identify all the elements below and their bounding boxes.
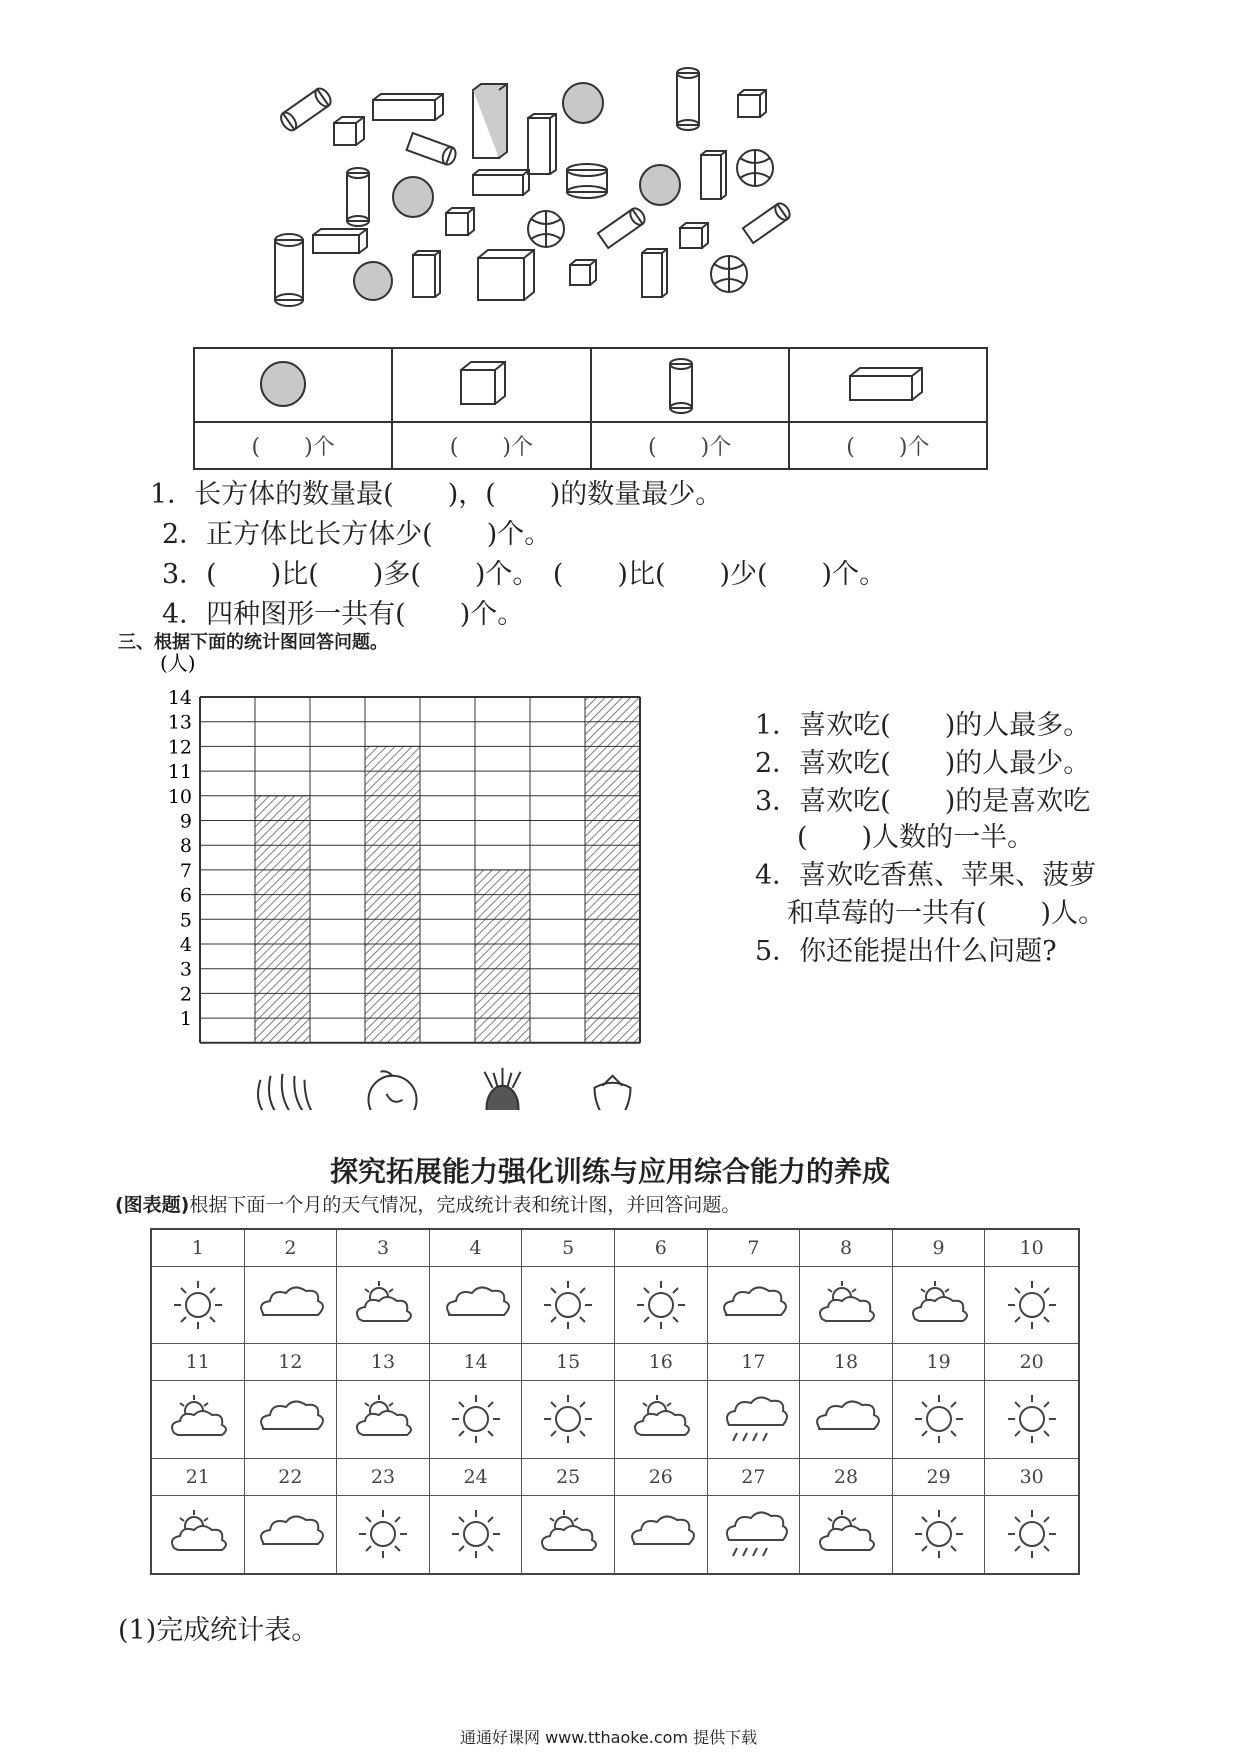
day-cell: [337, 1344, 430, 1458]
y-tick-label: 8: [179, 835, 192, 858]
question: 3．喜欢吃( )的是喜欢吃: [755, 786, 1091, 817]
cube-icon: [451, 354, 531, 416]
cube-icon: [478, 250, 534, 300]
sun-weather-icon: [441, 1389, 511, 1449]
shapes-illustration: [270, 55, 900, 345]
partly-weather-icon: [626, 1389, 696, 1449]
day-number: 29: [893, 1459, 985, 1496]
count-column: [790, 349, 986, 468]
ball-icon: [711, 256, 747, 292]
day-cell: [430, 1344, 523, 1458]
day-number: 1: [152, 1230, 244, 1267]
cuboid-icon: [373, 94, 443, 120]
day-cell: [800, 1459, 893, 1573]
count-column: [393, 349, 591, 468]
y-tick-label: 3: [179, 958, 192, 981]
y-tick-label: 12: [167, 736, 192, 759]
day-number: 24: [430, 1459, 522, 1496]
bar: [475, 870, 530, 1043]
sun-weather-icon: [348, 1504, 418, 1564]
strawberry-icon: [595, 1076, 631, 1110]
day-cell: [522, 1344, 615, 1458]
day-number: 22: [245, 1459, 337, 1496]
question: 1．长方体的数量最( )，( )的数量最少。: [150, 479, 723, 510]
day-number: 28: [800, 1459, 892, 1496]
partly-weather-icon: [811, 1504, 881, 1564]
cloud-weather-icon: [255, 1275, 325, 1335]
cylinder-icon: [650, 354, 730, 416]
day-number: 7: [708, 1230, 800, 1267]
day-cell: [800, 1230, 893, 1344]
day-cell: [430, 1230, 523, 1344]
ball-icon: [737, 150, 773, 186]
day-number: 26: [615, 1459, 707, 1496]
day-cell: [985, 1459, 1078, 1573]
sun-weather-icon: [997, 1504, 1067, 1564]
rain-weather-icon: [718, 1389, 788, 1449]
intro-text: 根据下面一个月的天气情况，完成统计表和统计图，并回答问题。: [189, 1194, 741, 1216]
question: 5．你还能提出什么问题?: [755, 936, 1057, 967]
question: ( )人数的一半。: [797, 822, 1035, 853]
sun-weather-icon: [904, 1504, 974, 1564]
day-number: 17: [708, 1344, 800, 1381]
day-cell: [522, 1230, 615, 1344]
day-number: 19: [893, 1344, 985, 1381]
day-cell: [800, 1344, 893, 1458]
day-cell: [337, 1230, 430, 1344]
y-tick-label: 9: [179, 810, 192, 833]
y-tick-label: 5: [179, 909, 192, 932]
count-blank[interactable]: ( )个: [648, 435, 732, 460]
question: 和草莓的一共有( )人。: [787, 898, 1106, 929]
day-cell: [430, 1459, 523, 1573]
question: 2．正方体比长方体少( )个。: [162, 519, 552, 550]
day-cell: [615, 1344, 708, 1458]
day-cell: [708, 1230, 801, 1344]
day-cell: [337, 1459, 430, 1573]
day-cell: [708, 1344, 801, 1458]
cylinder-icon: [347, 168, 369, 226]
cube-icon: [446, 208, 474, 235]
sun-weather-icon: [163, 1275, 233, 1335]
ball-icon: [528, 211, 564, 247]
partly-weather-icon: [348, 1275, 418, 1335]
rain-weather-icon: [718, 1504, 788, 1564]
day-number: 15: [522, 1344, 614, 1381]
day-number: 16: [615, 1344, 707, 1381]
question: 1．喜欢吃( )的人最多。: [755, 710, 1091, 741]
task1: (1)完成统计表。: [118, 1615, 319, 1646]
day-number: 3: [337, 1230, 429, 1267]
day-cell: [245, 1230, 338, 1344]
day-number: 21: [152, 1459, 244, 1496]
pineapple-icon: [485, 1068, 521, 1110]
sun-weather-icon: [441, 1504, 511, 1564]
cylinder-icon: [598, 206, 648, 248]
day-cell: [985, 1230, 1078, 1344]
cuboid-icon: [473, 170, 529, 195]
day-number: 11: [152, 1344, 244, 1381]
cylinder-icon: [275, 234, 303, 306]
day-cell: [152, 1230, 245, 1344]
cloud-weather-icon: [811, 1389, 881, 1449]
y-tick-label: 1: [179, 1008, 192, 1031]
count-blank[interactable]: ( )个: [449, 435, 533, 460]
section4-title: 探究拓展能力强化训练与应用综合能力的养成: [330, 1155, 891, 1188]
day-number: 12: [245, 1344, 337, 1381]
day-cell: [522, 1459, 615, 1573]
shape-count-table: [193, 347, 988, 470]
section3-heading: 三、根据下面的统计图回答问题。: [118, 632, 388, 653]
day-number: 8: [800, 1230, 892, 1267]
day-cell: [152, 1459, 245, 1573]
day-cell: [615, 1230, 708, 1344]
footer: 通通好课网 www.tthaoke.com 提供下载: [460, 1728, 758, 1747]
day-number: 6: [615, 1230, 707, 1267]
sun-weather-icon: [904, 1389, 974, 1449]
apple-icon: [369, 1071, 417, 1110]
day-number: 14: [430, 1344, 522, 1381]
partly-weather-icon: [163, 1389, 233, 1449]
day-number: 5: [522, 1230, 614, 1267]
y-tick-label: 6: [179, 884, 192, 907]
bar-chart: [160, 650, 720, 1110]
question: 2．喜欢吃( )的人最少。: [755, 748, 1091, 779]
sphere-icon: [354, 262, 392, 300]
day-number: 20: [985, 1344, 1078, 1381]
partly-weather-icon: [811, 1275, 881, 1335]
partly-weather-icon: [348, 1389, 418, 1449]
day-cell: [152, 1344, 245, 1458]
y-tick-label: 4: [179, 934, 192, 956]
day-number: 25: [522, 1459, 614, 1496]
banana-icon: [258, 1074, 314, 1110]
cuboid-icon: [848, 354, 928, 416]
day-number: 9: [893, 1230, 985, 1267]
cuboid-icon: [528, 114, 556, 174]
day-cell: [985, 1344, 1078, 1458]
count-blank[interactable]: ( )个: [251, 435, 335, 460]
sun-weather-icon: [997, 1389, 1067, 1449]
cloud-weather-icon: [718, 1275, 788, 1335]
y-tick-label: 13: [167, 711, 192, 734]
cuboid-icon: [413, 251, 440, 297]
sphere-icon: [640, 165, 680, 205]
sun-weather-icon: [533, 1275, 603, 1335]
cube-icon: [334, 117, 364, 145]
day-cell: [245, 1459, 338, 1573]
day-cell: [893, 1459, 986, 1573]
y-tick-label: 14: [167, 687, 192, 709]
sphere-icon: [393, 177, 433, 217]
day-number: 2: [245, 1230, 337, 1267]
sun-weather-icon: [997, 1275, 1067, 1335]
section4-intro: [115, 1190, 740, 1217]
day-cell: [893, 1230, 986, 1344]
y-tick-label: 2: [179, 983, 192, 1006]
count-column: [592, 349, 790, 468]
day-number: 13: [337, 1344, 429, 1381]
cuboid-icon: [473, 84, 507, 158]
count-blank[interactable]: ( )个: [846, 435, 930, 460]
sphere-icon: [253, 354, 333, 416]
cylinder-icon: [278, 86, 334, 133]
cylinder-icon: [567, 164, 607, 198]
question: 4．四种图形一共有( )个。: [162, 599, 525, 630]
cylinder-icon: [743, 201, 793, 243]
day-cell: [245, 1344, 338, 1458]
day-number: 10: [985, 1230, 1078, 1267]
day-cell: [615, 1459, 708, 1573]
weather-calendar: [150, 1228, 1080, 1575]
cube-icon: [738, 90, 766, 117]
cylinder-icon: [677, 68, 699, 130]
cloud-weather-icon: [441, 1275, 511, 1335]
day-cell: [708, 1459, 801, 1573]
day-number: 27: [708, 1459, 800, 1496]
question: 4．喜欢吃香蕉、苹果、菠萝: [755, 860, 1097, 891]
cuboid-icon: [313, 229, 367, 253]
day-number: 23: [337, 1459, 429, 1496]
cloud-weather-icon: [626, 1504, 696, 1564]
count-column: [195, 349, 393, 468]
partly-weather-icon: [533, 1504, 603, 1564]
cube-icon: [570, 260, 596, 285]
y-tick-label: 11: [167, 761, 192, 784]
y-axis-label: (人): [160, 651, 196, 675]
cloud-weather-icon: [255, 1504, 325, 1564]
cube-icon: [680, 223, 708, 248]
question: 3．( )比( )多( )个。 ( )比( )少( )个。: [162, 559, 887, 590]
partly-weather-icon: [163, 1504, 233, 1564]
day-number: 4: [430, 1230, 522, 1267]
day-number: 18: [800, 1344, 892, 1381]
partly-weather-icon: [904, 1275, 974, 1335]
sun-weather-icon: [626, 1275, 696, 1335]
cloud-weather-icon: [255, 1389, 325, 1449]
cuboid-icon: [642, 249, 667, 297]
intro-tag: (图表题): [115, 1194, 190, 1216]
sun-weather-icon: [533, 1389, 603, 1449]
day-cell: [893, 1344, 986, 1458]
y-tick-label: 7: [179, 859, 192, 882]
cylinder-icon: [407, 133, 458, 166]
y-tick-label: 10: [167, 785, 192, 808]
day-number: 30: [985, 1459, 1078, 1496]
cuboid-icon: [701, 151, 726, 199]
sphere-icon: [563, 83, 603, 123]
